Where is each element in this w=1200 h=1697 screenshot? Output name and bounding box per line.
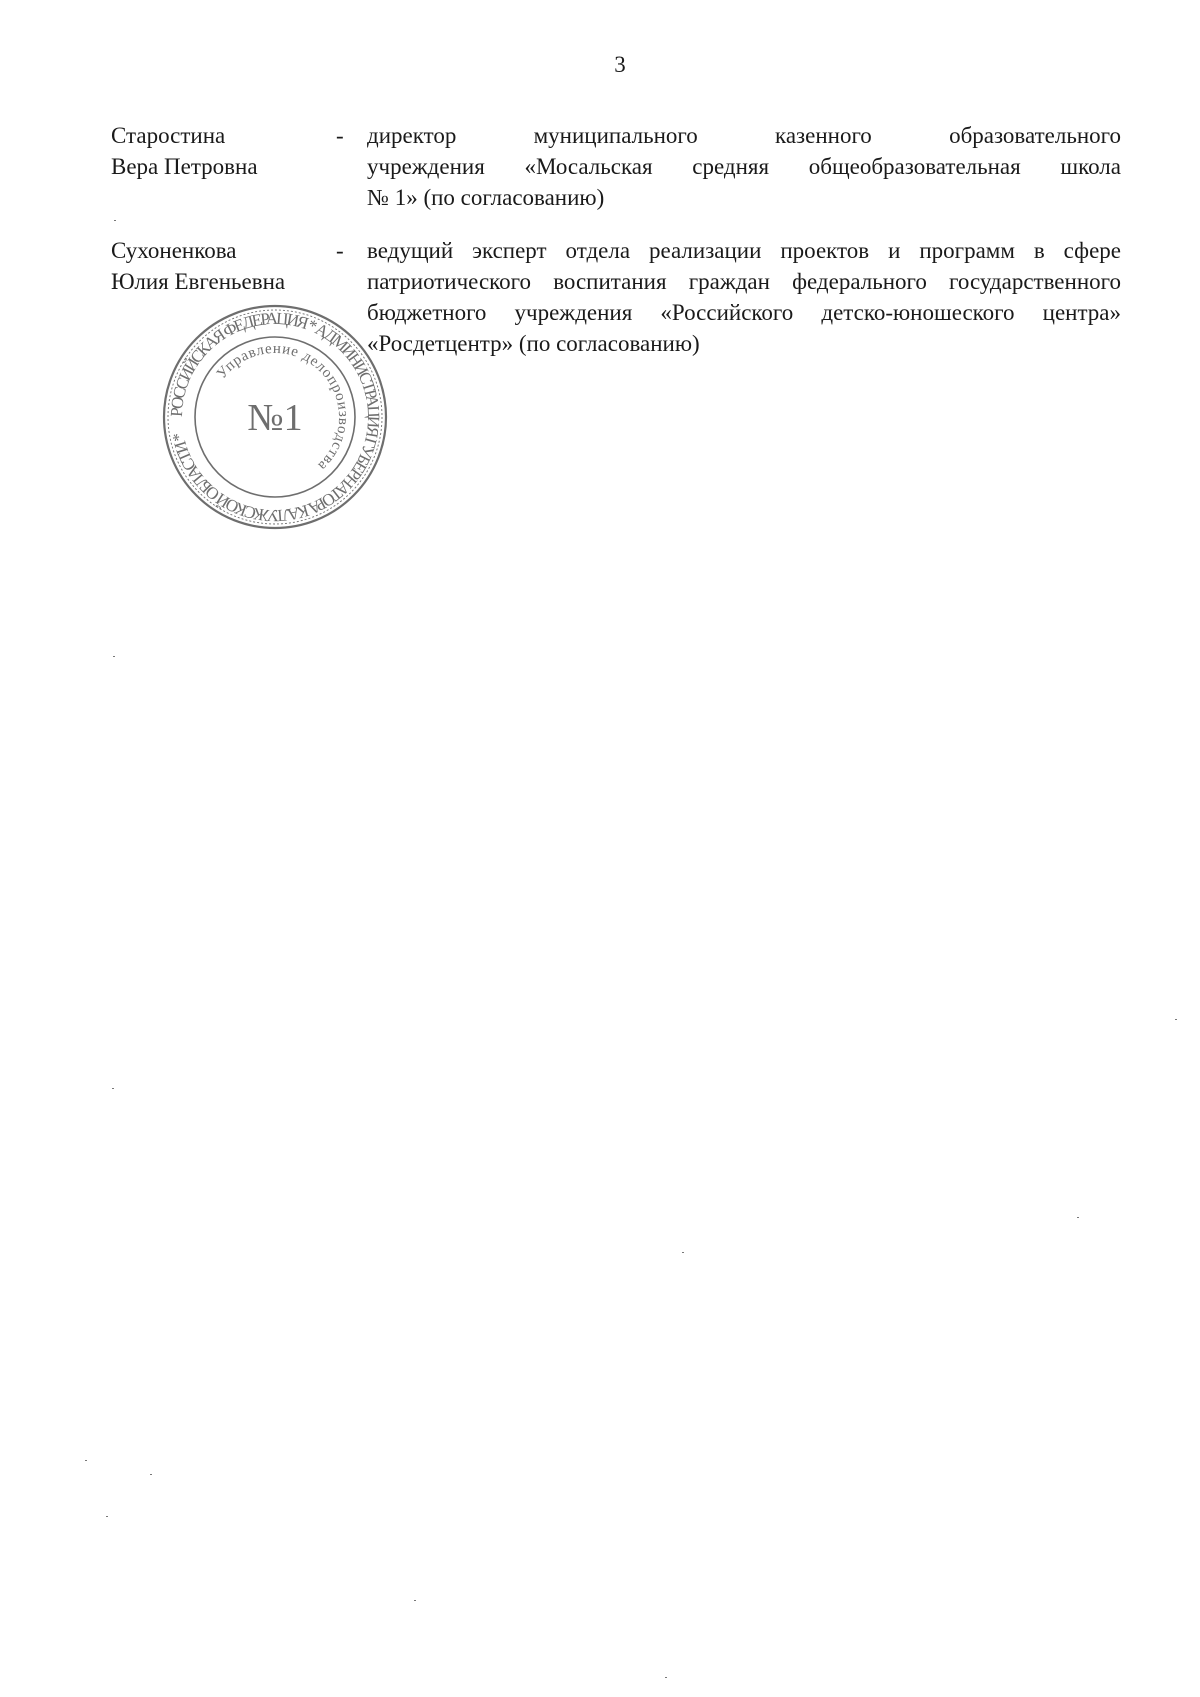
member-position bbox=[367, 120, 1121, 213]
scan-speck bbox=[414, 1600, 416, 1601]
scan-speck bbox=[113, 656, 115, 657]
scan-speck bbox=[114, 220, 116, 221]
official-seal bbox=[160, 302, 390, 532]
seal-graphic bbox=[160, 302, 390, 532]
seal-center-number: №1 bbox=[247, 397, 303, 439]
scan-speck bbox=[85, 1460, 87, 1461]
position-line: ведущий эксперт отдела реализации проектов и программ в сфере bbox=[367, 238, 1121, 263]
scan-speck bbox=[150, 1474, 152, 1475]
position-line: патриотического воспитания граждан федерального государственного bbox=[367, 269, 1121, 294]
entry-dash: - bbox=[336, 123, 344, 148]
member-given-names: Юлия Евгеньевна bbox=[111, 269, 286, 294]
member-surname: Старостина bbox=[111, 123, 226, 148]
member-given-names: Вера Петровна bbox=[111, 154, 258, 179]
scan-speck bbox=[112, 1088, 114, 1089]
page-number: 3 bbox=[614, 52, 626, 77]
member-position bbox=[367, 235, 1121, 359]
position-line: № 1» (по согласованию) bbox=[367, 185, 605, 210]
seal-inner-text: Управление делопроизводства bbox=[213, 340, 352, 475]
position-line: бюджетного учреждения «Российского детско-юношеского центра» bbox=[367, 300, 1121, 325]
scan-speck bbox=[1077, 1217, 1079, 1218]
position-line: директор муниципального казенного образовательного bbox=[367, 123, 1121, 148]
position-line: «Росдетцентр» (по согласованию) bbox=[367, 331, 700, 356]
member-surname: Сухоненкова bbox=[111, 238, 237, 263]
scan-speck bbox=[665, 1677, 667, 1678]
scan-speck bbox=[1175, 1019, 1177, 1020]
seal-outer-text: РОССИЙСКАЯ ФЕДЕРАЦИЯ * АДМИНИСТРАЦИЯ ГУБЕРНАТОРА КАЛУЖСКОЙ ОБЛАСТИ * bbox=[166, 308, 384, 526]
member-name bbox=[111, 120, 331, 182]
member-name bbox=[111, 235, 331, 297]
scan-speck bbox=[682, 1252, 684, 1253]
scan-speck bbox=[106, 1516, 108, 1517]
entry-dash: - bbox=[336, 238, 344, 263]
position-line: учреждения «Мосальская средняя общеобразовательная школа bbox=[367, 154, 1121, 179]
